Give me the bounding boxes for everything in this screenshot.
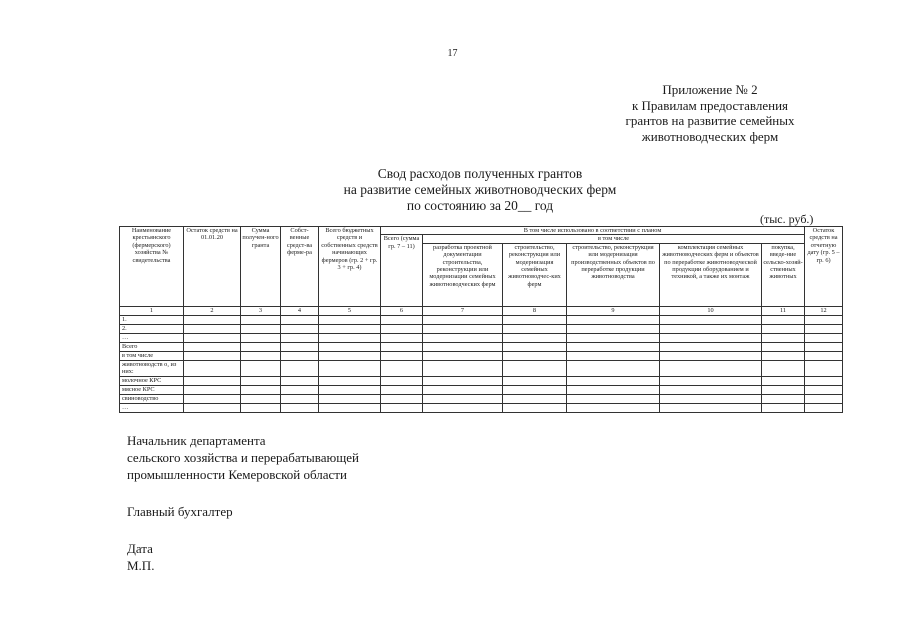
table-cell: [241, 315, 281, 324]
table-cell: [762, 376, 805, 385]
table-cell: [805, 403, 843, 412]
column-number: 9: [567, 306, 660, 315]
row-label: Всего: [120, 342, 184, 351]
table-cell: [805, 360, 843, 376]
column-number: 8: [503, 306, 567, 315]
table-row: [120, 315, 843, 324]
page-number: 17: [447, 48, 458, 59]
table-cell: [660, 376, 762, 385]
header-grant-amount: Сумма получен-ного гранта: [241, 227, 281, 307]
row-label: …: [120, 403, 184, 412]
table-cell: [805, 333, 843, 342]
table-cell: [762, 403, 805, 412]
table-cell: [762, 324, 805, 333]
table-cell: [381, 376, 423, 385]
header-total-used: Всего (сумма гр. 7 – 11): [381, 235, 423, 306]
table-cell: [381, 394, 423, 403]
table-cell: [423, 376, 503, 385]
table-row: [120, 403, 843, 412]
table-cell: [423, 333, 503, 342]
table-cell: [762, 315, 805, 324]
table-cell: [381, 315, 423, 324]
table-cell: [567, 385, 660, 394]
table-cell: [567, 403, 660, 412]
table-cell: [423, 394, 503, 403]
table-row: [120, 385, 843, 394]
header-processing-construction: строительство, реконструкция или модернизация производственных объектов по переработке продукции животноводства: [567, 243, 660, 306]
table-cell: [184, 394, 241, 403]
table-cell: [660, 342, 762, 351]
table-cell: [503, 333, 567, 342]
table-cell: [319, 360, 381, 376]
column-number: 11: [762, 306, 805, 315]
header-closing-balance: Остаток средств на отчетную дату (гр. 5 – гр. 6): [805, 227, 843, 307]
table-cell: [503, 360, 567, 376]
table-cell: [423, 385, 503, 394]
row-label: животноводств о, из них:: [120, 360, 184, 376]
table-cell: [503, 403, 567, 412]
table-row: [120, 351, 843, 360]
table-cell: [281, 315, 319, 324]
column-number: 2: [184, 306, 241, 315]
table-cell: [567, 360, 660, 376]
table-cell: [319, 403, 381, 412]
table-cell: [805, 342, 843, 351]
table-cell: [762, 394, 805, 403]
table-cell: [381, 342, 423, 351]
table-cell: [184, 333, 241, 342]
table-cell: [319, 333, 381, 342]
row-label: в том числе: [120, 351, 184, 360]
table-cell: [503, 324, 567, 333]
signature-title-2: сельского хозяйства и перерабатывающей: [127, 450, 359, 465]
signature-title-3: промышленности Кемеровской области: [127, 467, 347, 482]
table-cell: [423, 403, 503, 412]
table-cell: [381, 351, 423, 360]
table-cell: [381, 403, 423, 412]
seal-label: М.П.: [127, 558, 155, 573]
table-cell: [423, 351, 503, 360]
table-cell: [184, 385, 241, 394]
table-cell: [241, 342, 281, 351]
table-row: [120, 333, 843, 342]
table-cell: [503, 342, 567, 351]
appendix-line-4: животноводческих ферм: [641, 128, 779, 144]
column-number-row: [120, 306, 843, 315]
table-cell: [805, 315, 843, 324]
table-cell: [423, 342, 503, 351]
header-design-docs: разработка проектной документации строительства, реконструкции или модернизации семейных животноводческих ферм: [423, 243, 503, 306]
table-cell: [567, 333, 660, 342]
table-cell: [660, 315, 762, 324]
row-label: …: [120, 333, 184, 342]
table-cell: [762, 360, 805, 376]
appendix-line-1: Приложение № 2: [662, 82, 758, 97]
expense-summary-table: [119, 226, 843, 413]
table-cell: [805, 376, 843, 385]
table-cell: [281, 360, 319, 376]
table-cell: [805, 394, 843, 403]
table-cell: [319, 385, 381, 394]
table-cell: [762, 351, 805, 360]
header-equipment: комплектация семейных животноводческих ферм и объектов по переработке животноводческой продукции оборудованием и техникой, а также их монтаж: [660, 243, 762, 306]
table-row: [120, 376, 843, 385]
table-cell: [241, 324, 281, 333]
table-cell: [381, 333, 423, 342]
table-cell: [281, 333, 319, 342]
row-label: 2.: [120, 324, 184, 333]
table-cell: [319, 394, 381, 403]
title-line-3: по состоянию за 20__ год: [406, 198, 554, 213]
table-cell: [319, 324, 381, 333]
table-cell: [503, 351, 567, 360]
table-cell: [381, 324, 423, 333]
table-cell: [660, 403, 762, 412]
table-cell: [184, 360, 241, 376]
header-farm-construction: строительство, реконструкция или модернизация семейных животноводчес-ких ферм: [503, 243, 567, 306]
column-number: 6: [381, 306, 423, 315]
table-cell: [503, 394, 567, 403]
table-cell: [805, 324, 843, 333]
table-cell: [281, 394, 319, 403]
table-cell: [805, 351, 843, 360]
appendix-line-3: грантов на развитие семейных: [625, 113, 795, 128]
column-number: 7: [423, 306, 503, 315]
units-label: (тыс. руб.): [760, 212, 814, 226]
date-label: Дата: [127, 541, 153, 556]
table-cell: [381, 385, 423, 394]
header-own-funds: Собст-венные средст-ва ферме-ра: [281, 227, 319, 307]
table-cell: [805, 385, 843, 394]
table-cell: [660, 385, 762, 394]
chief-accountant-label: Главный бухгалтер: [127, 504, 233, 519]
table-cell: [184, 342, 241, 351]
table-cell: [567, 351, 660, 360]
table-row: [120, 360, 843, 376]
table-cell: [319, 342, 381, 351]
header-used-per-plan: В том числе использовано в соответствии с планом: [381, 227, 805, 235]
table-row: [120, 394, 843, 403]
table-cell: [660, 324, 762, 333]
table-cell: [319, 351, 381, 360]
table-cell: [567, 324, 660, 333]
title-line-2: на развитие семейных животноводческих ферм: [343, 182, 617, 197]
title-line-1: Свод расходов полученных грантов: [377, 166, 583, 181]
row-label: мясное КРС: [120, 385, 184, 394]
table-cell: [503, 376, 567, 385]
row-label: 1.: [120, 315, 184, 324]
column-number: 12: [805, 306, 843, 315]
table-cell: [567, 376, 660, 385]
column-number: 4: [281, 306, 319, 315]
table-cell: [241, 394, 281, 403]
table-cell: [660, 333, 762, 342]
table-cell: [184, 315, 241, 324]
table-cell: [660, 351, 762, 360]
table-cell: [423, 315, 503, 324]
table-cell: [503, 385, 567, 394]
table-cell: [241, 333, 281, 342]
table-cell: [503, 315, 567, 324]
row-label: свиноводство: [120, 394, 184, 403]
header-opening-balance: Остаток средств на 01.01.20: [184, 227, 241, 307]
document-title: [280, 166, 680, 214]
header-total-funds: Всего бюджетных средств и собственных средств начинающих фермеров (гр. 2 + гр. 3 + гр. 4): [319, 227, 381, 307]
table-row: [120, 342, 843, 351]
table-cell: [241, 351, 281, 360]
table-cell: [567, 342, 660, 351]
table-cell: [423, 360, 503, 376]
table-cell: [319, 315, 381, 324]
table-cell: [184, 376, 241, 385]
table-cell: [241, 376, 281, 385]
table-cell: [184, 403, 241, 412]
table-cell: [184, 324, 241, 333]
table-cell: [241, 360, 281, 376]
header-livestock-purchase: покупка, введе-ние сельско-хозяй-ственных животных: [762, 243, 805, 306]
table-cell: [660, 360, 762, 376]
column-number: 3: [241, 306, 281, 315]
table-cell: [281, 403, 319, 412]
table-cell: [567, 394, 660, 403]
table-cell: [319, 376, 381, 385]
table-cell: [567, 315, 660, 324]
column-number: 1: [120, 306, 184, 315]
table-cell: [241, 385, 281, 394]
signature-title-1: Начальник департамента: [127, 433, 266, 448]
table-cell: [381, 360, 423, 376]
column-number: 10: [660, 306, 762, 315]
table-cell: [241, 403, 281, 412]
table-cell: [423, 324, 503, 333]
table-body: [120, 315, 843, 412]
table-cell: [281, 376, 319, 385]
table-cell: [184, 351, 241, 360]
table-cell: [281, 342, 319, 351]
row-label: молочное КРС: [120, 376, 184, 385]
table-cell: [762, 385, 805, 394]
table-cell: [762, 333, 805, 342]
table-cell: [660, 394, 762, 403]
header-farm-name: Наименование крестьянского (фермерского) хозяйства № свидетельства: [120, 227, 184, 307]
appendix-line-2: к Правилам предоставления: [631, 97, 789, 113]
table-cell: [762, 342, 805, 351]
table-cell: [281, 324, 319, 333]
table-cell: [281, 385, 319, 394]
signature-block: [127, 432, 359, 574]
header-including: в том числе: [423, 235, 805, 243]
table-row: [120, 324, 843, 333]
table-cell: [281, 351, 319, 360]
column-number: 5: [319, 306, 381, 315]
appendix-heading: [600, 82, 820, 144]
